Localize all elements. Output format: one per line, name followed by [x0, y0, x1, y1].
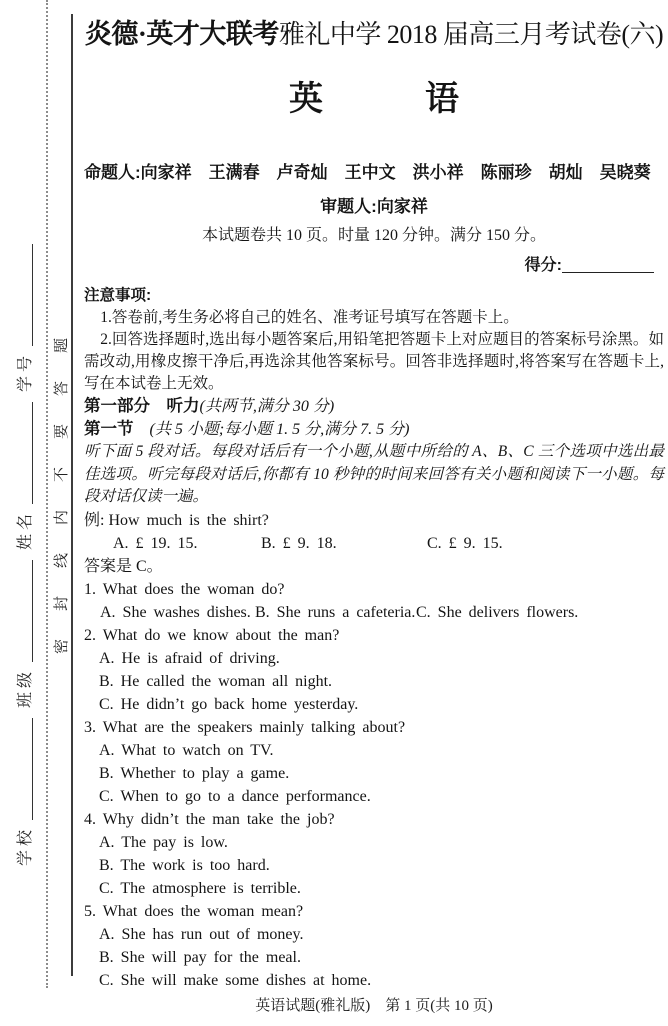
option: C. The atmosphere is terrible.	[99, 879, 301, 897]
question-text: 3. What are the speakers mainly talking about?	[84, 718, 406, 736]
option: B. She runs a cafeteria.	[255, 603, 416, 621]
question-text: 4. Why didn’t the man take the job?	[84, 810, 335, 828]
option: A. £ 19. 15.	[113, 534, 198, 552]
margin-field-blank[interactable]	[16, 560, 33, 662]
page-border-line	[71, 14, 73, 976]
page-footer: 英语试题(雅礼版) 第 1 页(共 10 页)	[255, 998, 493, 1014]
example-options-row	[113, 532, 664, 555]
part1-heading-title: 第一部分 听力	[84, 397, 200, 415]
option: B. Whether to play a game.	[99, 764, 290, 782]
exam-title-brand: 炎德·英才大联考	[84, 19, 279, 49]
margin-field-blank[interactable]	[16, 244, 33, 346]
option: C. £ 9. 15.	[427, 534, 503, 552]
margin-field-label: 姓名	[17, 509, 34, 550]
seal-dotted-line	[46, 0, 48, 988]
score-line	[84, 255, 664, 277]
options-row	[100, 601, 664, 624]
score-label: 得分:	[524, 257, 562, 274]
question-text: 2. What do we know about the man?	[84, 626, 340, 644]
margin-field-label: 学号	[17, 351, 34, 392]
option: B. The work is too hard.	[99, 856, 270, 874]
option: A. He is afraid of driving.	[99, 649, 280, 667]
page-content	[84, 0, 664, 992]
exam-title-rest: 雅礼中学 2018 届高三月考试卷(六)	[278, 20, 664, 49]
notice-title: 注意事项:	[84, 287, 152, 304]
margin-field-label: 班级	[17, 667, 34, 708]
option: C. She will make some dishes at home.	[99, 971, 372, 989]
exam-title	[84, 16, 664, 53]
seal-instruction: 密封线内不要答题	[54, 309, 70, 654]
score-blank[interactable]	[562, 256, 654, 273]
example-answer-note: 答案是 C。	[84, 557, 163, 575]
option: A. The pay is low.	[99, 833, 228, 851]
example-question-text: How much is the shirt?	[108, 511, 269, 529]
option: C. When to go to a dance performance.	[99, 787, 371, 805]
section1-heading	[84, 418, 664, 441]
notice-item: 2.回答选择题时,选出每小题答案后,用铅笔把答题卡上对应题目的答案标号涂黑。如需改动,用橡皮擦干净后,再选涂其他答案标号。回答非选择题时,将答案写在答题卡上,写在本试卷上无效。	[84, 331, 664, 392]
part1-heading-note: (共两节,满分 30 分)	[199, 398, 335, 415]
option: B. She will pay for the meal.	[99, 948, 301, 966]
option: B. £ 9. 18.	[261, 534, 337, 552]
part1-heading	[84, 395, 664, 418]
example-label: 例:	[84, 511, 105, 529]
notice-item: 1.答卷前,考生务必将自己的姓名、准考证号填写在答题卡上。	[100, 309, 519, 326]
proposers-line: 命题人:向家祥 王满春 卢奇灿 王中文 洪小祥 陈丽珍 胡灿 吴晓葵	[84, 163, 651, 182]
paper-info: 本试题卷共 10 页。时量 120 分钟。满分 150 分。	[201, 227, 546, 244]
question-text: 5. What does the woman mean?	[84, 902, 304, 920]
section1-heading-note: (共 5 小题;每小题 1. 5 分,满分 7. 5 分)	[133, 421, 410, 438]
student-info-fields	[9, 110, 35, 866]
option: C. She delivers flowers.	[416, 603, 579, 621]
margin-field-blank[interactable]	[16, 402, 33, 504]
subject-title: 英 语	[289, 81, 459, 118]
margin-field-label: 学校	[17, 825, 34, 866]
reviewer-line: 审题人:向家祥	[320, 197, 428, 216]
questions-list	[84, 578, 664, 992]
option: A. She has run out of money.	[99, 925, 304, 943]
option: A. She washes dishes.	[100, 603, 251, 621]
option: C. He didn’t go back home yesterday.	[99, 695, 359, 713]
margin-field-blank[interactable]	[16, 718, 33, 820]
example-question	[84, 509, 664, 532]
option: A. What to watch on TV.	[99, 741, 274, 759]
option: B. He called the woman all night.	[99, 672, 333, 690]
listening-instructions: 听下面 5 段对话。每段对话后有一个小题,从题中所给的 A、B、C 三个选项中选出最佳选项。听完每段对话后,你都有 10 秒钟的时间来回答有关小题和阅读下一小题。每段对话仅读一遍。	[84, 443, 664, 505]
section1-heading-title: 第一节	[84, 420, 134, 438]
question-text: 1. What does the woman do?	[84, 580, 285, 598]
